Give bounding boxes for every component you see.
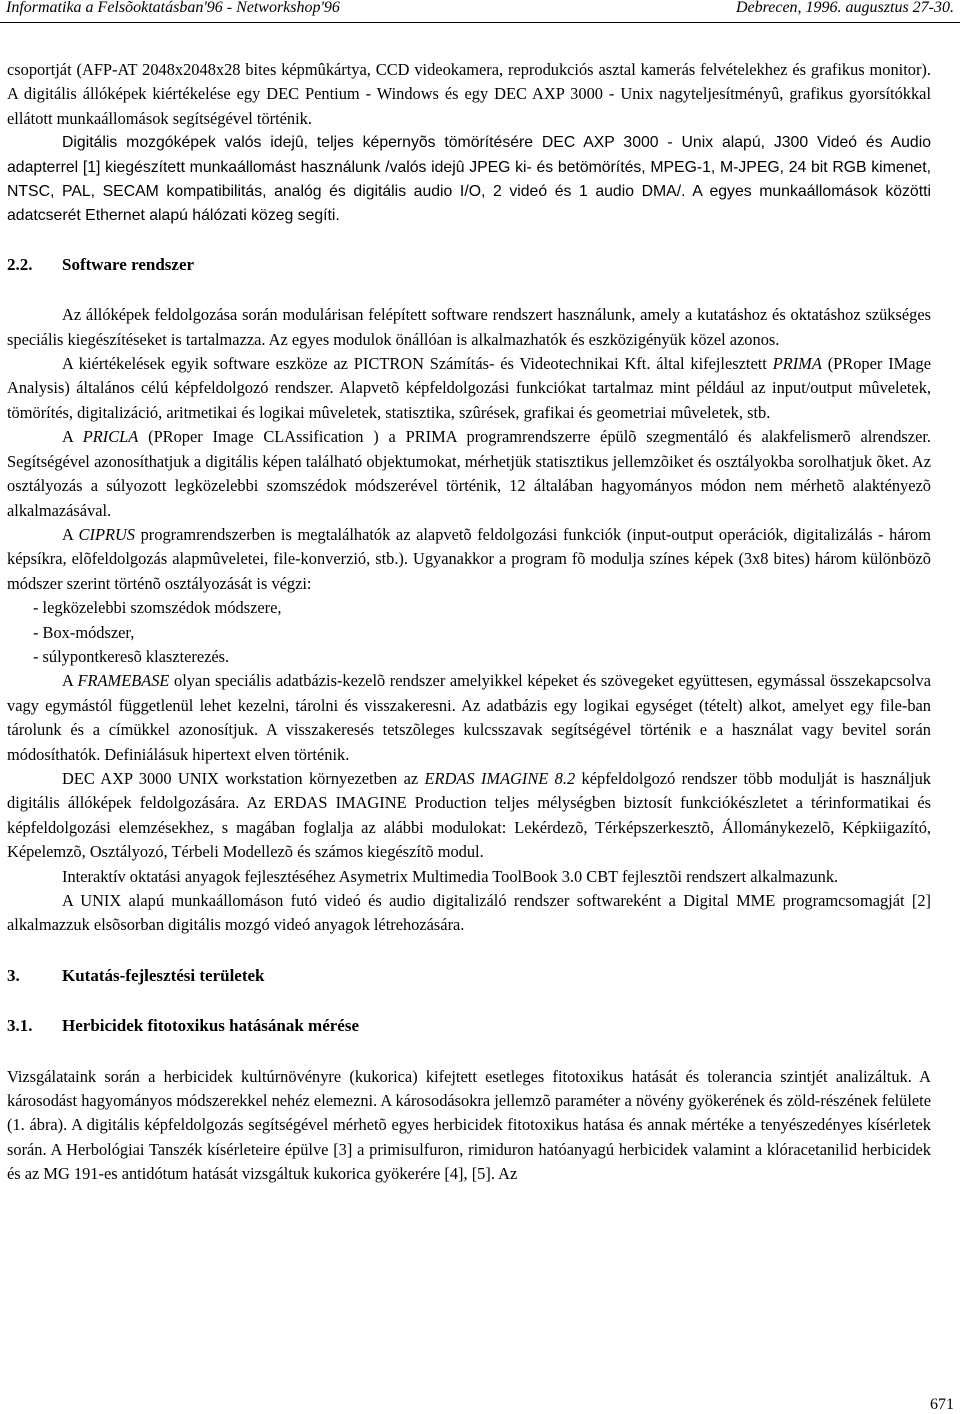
framebase-name: FRAMEBASE — [77, 671, 170, 691]
paragraph-erdas: DEC AXP 3000 UNIX workstation környezetben az ERDAS IMAGINE 8.2 képfeldolgozó rendszer több modulját is használjuk digitális állóképek feldolgozására. Az ERDAS IMAGINE Production teljes mélységben biztosít funkciókészletet a térinformatikai és képfeldolgozási elemzésekhez, s magában foglalja az alábbi modulokat: Lekérdezõ, Térképszerkesztõ, Állománykezelõ, Képkiigazító, Képelemzõ, Osztályozó, Térbeli Modellezõ és számos kiegészítõ modul. — [7, 768, 932, 862]
section-number: 3. — [7, 965, 20, 985]
paragraph-motion-video: Digitális mozgóképek valós idejû, teljes képernyõs tömörítésére DEC AXP 3000 - Unix alapú, J300 Videó és Audio adapterrel [1] kiegészített munkaállomást használunk /valós idejû JPEG ki- és betömörítés, MPEG-1, M-JPEG, 24 bit RGB kimenet, NTSC, PAL, SECAM kompatibilitás, analóg és digitális audio I/O, 2 videó és 1 audio DMA/. A egyes munkaállomások közötti adatcserét Ethernet alapú hálózati közeg segíti. — [7, 134, 931, 225]
erdas-name: ERDAS IMAGINE 8.2 — [424, 768, 576, 788]
paragraph-intro-continued: csoportját (AFP-AT 2048x2048x28 bites képmûkártya, CCD videokamera, reprodukciós asztal kamerás felvételekhez és grafikus monitor). A digitális állóképek kiértékelése egy DEC Pentium - Windows és egy DEC AXP 3000 - Unix nagyteljesítményû, grafikus gyorsítókkal ellátott munkaállomások segítségével történik. — [7, 60, 931, 128]
paragraph-framebase: A FRAMEBASE olyan speciális adatbázis-kezelõ rendszer amelyikkel képeket és szövegeket együttesen, egymással összekapcsolva vagy egymástól függetlenül lehet kezelni, tárolni és visszakeresni. Az adatbázis egy logikai egységet (tételt) alkot, amelyet egy file-ban tárolunk és a címükkel azonosítjuk. A visszakeresés tetszõleges kulcsszavak segítségével történik e a használat vagy bevitel során módosíthatók. Definiálásuk hipertext elven történik. — [7, 671, 931, 764]
list-item: - legközelebbi szomszédok módszere, — [33, 598, 282, 618]
section-title: Software rendszer — [62, 254, 195, 274]
header-conference-title: Informatika a Felsõoktatásban'96 - Networkshop'96 — [6, 0, 340, 16]
header-location-date: Debrecen, 1996. augusztus 27-30. — [735, 0, 954, 16]
paragraph-prima: A kiértékelések egyik software eszköze az PICTRON Számítás- és Videotechnikai Kft. által kifejlesztett PRIMA (PRoper IMage Analysis) általános célú képfeldolgozó rendszer. Alapvetõ képfeldolgozási funkciókat tartalmaz mint például az input/output mûveletek, tömörítés, digitalizáció, aritmetikai és logikai mûveletek, statisztika, szûrések, grafikai és geometriai mûveletek, stb. — [7, 354, 931, 422]
pricla-name: PRICLA — [82, 427, 139, 447]
section-heading-3-1 — [7, 1014, 931, 1038]
section-number: 3.1. — [7, 1016, 33, 1036]
paragraph-herbicides: Vizsgálataink során a herbicidek kultúrnövényre (kukorica) kifejtett esetleges fitotoxikus hatását és tolerancia szintjét analizáltuk. A károsodást hagyományos módszerekkel nehéz elemezni. A károsodásokra jellemzõ paraméter a növény gyökerének és zöld-részének felülete (1. ábra). A digitális képfeldolgozás segítségével mérhetõ egyes herbicidek fitotoxikus hatása és annak mértéke a tenyészedényes kísérletek során. A Herbológiai Tanszék kísérleteire épülve [3] a primisulfuron, rimiduron hatóanyagú herbicidek valamint a klóracetanilid herbicidek és az MG 191-es antidótum hatását vizsgáltuk kukorica gyökerére [4], [5]. Az — [7, 1066, 931, 1184]
page-number: 671 — [930, 1396, 954, 1413]
section-number: 2.2. — [7, 254, 33, 274]
section-title: Herbicidek fitotoxikus hatásának mérése — [62, 1016, 360, 1036]
paragraph-ciprus: A CIPRUS programrendszerben is megtalálhatók az alapvetõ feldolgozási funkciók (input-output operációk, digitalizálás - három képsíkra, elõfeldolgozás alapmûveletei, file-konverzió, stb.). Ugyanakkor a program fõ modulja színes képek (3x8 bites) három különbözõ módszer szerint történõ osztályozását is végzi: — [7, 524, 931, 593]
paragraph-mme: A UNIX alapú munkaállomáson futó videó és audio digitalizáló rendszer softwareként a Digital MME programcsomagját [2] alkalmazzuk elsõsorban digitális mozgó videó anyagok létrehozására. — [7, 891, 931, 935]
section-title: Kutatás-fejlesztési területek — [62, 965, 265, 985]
list-item: - súlypontkeresõ klaszterezés. — [33, 646, 230, 666]
page-body — [7, 58, 931, 1187]
running-header — [0, 0, 960, 23]
paragraph-pricla: A PRICLA (PRoper Image CLAssification ) a PRIMA programrendszerre épülõ szegmentáló és alakfelismerõ alrendszer. Segítségével azonosíthatjuk a digitális képen található objektumokat, mérhetjük statisztikus jellemzõiket és osztályokba sorolhatjuk õket. Az osztályozás a súlyozott legközelebbi szomszédok módszerével történik, 12 általában hagyományos módon nem mérhetõ alaktényezõ alkalmazásával. — [7, 427, 932, 520]
section-heading-3 — [7, 964, 931, 988]
section-heading-2-2 — [7, 253, 931, 277]
paragraph-toolbook: Interaktív oktatási anyagok fejlesztéséhez Asymetrix Multimedia ToolBook 3.0 CBT fejlesztõi rendszert alkalmazunk. — [62, 866, 839, 886]
prima-name: PRIMA — [772, 354, 822, 374]
paragraph-software-overview: Az állóképek feldolgozása során modulárisan felépített software rendszert használunk, amely a kutatáshoz és oktatáshoz szükséges speciális kiegészítéseket is tartalmazza. Az egyes modulok önállóan is alkalmazhatók és eszközigényük közel azonos. — [7, 305, 931, 349]
ciprus-name: CIPRUS — [78, 524, 135, 544]
list-item: - Box-módszer, — [33, 622, 135, 642]
